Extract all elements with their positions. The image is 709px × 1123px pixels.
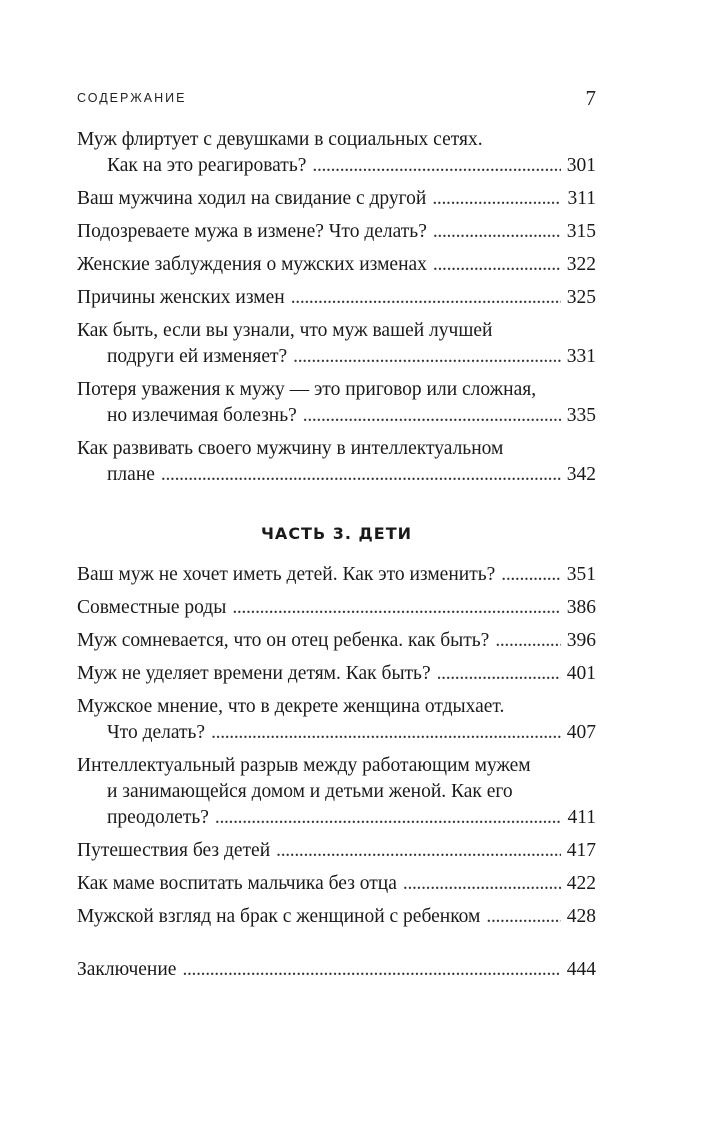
- toc-entry-page: 401: [566, 663, 596, 684]
- toc-entry-title: Интеллектуальный разрыв между работающим мужем: [77, 755, 531, 776]
- toc-entry-line: [77, 595, 596, 621]
- toc-entry-line: [77, 377, 596, 403]
- part3-entries: [77, 562, 596, 930]
- dot-leader: [432, 186, 561, 212]
- toc-entry-line: [77, 779, 596, 805]
- dot-leader: [437, 661, 561, 687]
- part2-entries: [77, 127, 596, 488]
- toc-entry[interactable]: [77, 377, 596, 429]
- toc-entry-page: 342: [566, 464, 596, 485]
- toc-entry-line: [77, 871, 596, 897]
- toc-entry-line: [77, 318, 596, 344]
- dot-leader: [486, 904, 560, 930]
- toc-entry-page: 407: [566, 722, 596, 743]
- toc-entry-title: Как на это реагировать?: [107, 155, 307, 176]
- dot-leader: [291, 285, 561, 311]
- toc-entry[interactable]: [77, 318, 596, 370]
- toc-entry-title: Как быть, если вы узнали, что муж вашей лучшей: [77, 320, 493, 341]
- toc-entry[interactable]: [77, 436, 596, 488]
- toc-entry-title: Что делать?: [107, 722, 206, 743]
- conclusion-entries: [77, 957, 596, 983]
- toc-entry-line: [77, 186, 596, 212]
- toc-entry-line: [77, 153, 596, 179]
- toc-entry-line: [77, 628, 596, 654]
- toc-entry-page: 422: [566, 873, 596, 894]
- toc-entry-title: Потеря уважения к мужу — это приговор или сложная,: [77, 379, 537, 400]
- toc-entry-page: 351: [566, 564, 596, 585]
- toc-entry[interactable]: [77, 285, 596, 311]
- toc-entry-line: [77, 904, 596, 930]
- toc-entry[interactable]: [77, 127, 596, 179]
- toc-entry-line: [77, 285, 596, 311]
- toc-entry-title: Муж сомневается, что он отец ребенка. как быть?: [77, 630, 490, 651]
- dot-leader: [312, 153, 560, 179]
- toc-entry-line: [77, 720, 596, 746]
- toc-entry-line: [77, 753, 596, 779]
- dot-leader: [433, 219, 561, 245]
- toc-entry-page: 428: [566, 906, 596, 927]
- toc-entry-title: Муж флиртует с девушками в социальных сетях.: [77, 129, 483, 150]
- toc-entry-line: [77, 562, 596, 588]
- toc-entry-page: 315: [566, 221, 596, 242]
- dot-leader: [276, 838, 561, 864]
- toc-entry[interactable]: [77, 219, 596, 245]
- toc-entry-title: Ваш муж не хочет иметь детей. Как это изменить?: [77, 564, 496, 585]
- toc-entry[interactable]: [77, 904, 596, 930]
- toc-entry-line: [77, 805, 596, 831]
- toc-entry-title: Совместные роды: [77, 597, 227, 618]
- dot-leader: [501, 562, 560, 588]
- toc-entry-title: Ваш мужчина ходил на свидание с другой: [77, 188, 427, 209]
- toc-entry-line: [77, 462, 596, 488]
- toc-entry[interactable]: [77, 957, 596, 983]
- toc-entry-line: [77, 344, 596, 370]
- toc-entry-title: Как маме воспитать мальчика без отца: [77, 873, 397, 894]
- dot-leader: [403, 871, 561, 897]
- toc-entry-title: Подозреваете мужа в измене? Что делать?: [77, 221, 427, 242]
- toc-entry-title: но излечимая болезнь?: [107, 405, 297, 426]
- dot-leader: [495, 628, 560, 654]
- toc-entry[interactable]: [77, 753, 596, 831]
- toc-entry[interactable]: [77, 562, 596, 588]
- toc-entry-page: 301: [566, 155, 596, 176]
- toc-entry[interactable]: [77, 661, 596, 687]
- dot-leader: [215, 805, 562, 831]
- toc-entry-title: Причины женских измен: [77, 287, 285, 308]
- section-heading-part3: ЧАСТЬ 3. ДЕТИ: [261, 524, 412, 543]
- dot-leader: [433, 252, 561, 278]
- spacer: [77, 937, 596, 957]
- toc-entry-line: [77, 127, 596, 153]
- toc-entry-page: 411: [567, 807, 596, 828]
- toc-entry-page: 386: [566, 597, 596, 618]
- toc-entry-line: [77, 436, 596, 462]
- toc-entry-title: плане: [107, 464, 155, 485]
- toc-entry[interactable]: [77, 186, 596, 212]
- toc-entry-line: [77, 219, 596, 245]
- dot-leader: [182, 957, 560, 983]
- toc-entry-page: 417: [566, 840, 596, 861]
- toc-entry-line: [77, 694, 596, 720]
- toc-entry-title: подруги ей изменяет?: [107, 346, 288, 367]
- toc-entry-title: и занимающейся домом и детьми женой. Как его: [107, 781, 513, 802]
- toc-entry-line: [77, 661, 596, 687]
- dot-leader: [161, 462, 561, 488]
- toc-entry-title: Как развивать своего мужчину в интеллектуальном: [77, 438, 504, 459]
- toc-entry-page: 322: [566, 254, 596, 275]
- table-of-contents: [77, 127, 596, 990]
- toc-entry-page: 444: [566, 959, 596, 980]
- toc-entry-page: 331: [566, 346, 596, 367]
- toc-entry-page: 396: [566, 630, 596, 651]
- dot-leader: [303, 403, 561, 429]
- toc-entry-title: Путешествия без детей: [77, 840, 271, 861]
- toc-entry[interactable]: [77, 694, 596, 746]
- toc-entry-page: 335: [566, 405, 596, 426]
- toc-entry-page: 311: [567, 188, 596, 209]
- dot-leader: [211, 720, 561, 746]
- toc-entry[interactable]: [77, 595, 596, 621]
- toc-entry[interactable]: [77, 252, 596, 278]
- toc-entry-title: Мужское мнение, что в декрете женщина отдыхает.: [77, 696, 505, 717]
- toc-entry-line: [77, 252, 596, 278]
- toc-entry-title: Муж не уделяет времени детям. Как быть?: [77, 663, 431, 684]
- running-head: СОДЕРЖАНИЕ: [77, 91, 187, 105]
- toc-entry[interactable]: [77, 838, 596, 864]
- dot-leader: [232, 595, 560, 621]
- dot-leader: [293, 344, 561, 370]
- toc-entry[interactable]: [77, 871, 596, 897]
- toc-entry-line: [77, 838, 596, 864]
- toc-entry-title: Женские заблуждения о мужских изменах: [77, 254, 427, 275]
- toc-entry-title: преодолеть?: [107, 807, 209, 828]
- toc-entry-page: 325: [566, 287, 596, 308]
- toc-entry[interactable]: [77, 628, 596, 654]
- toc-entry-line: [77, 957, 596, 983]
- page-number: 7: [585, 86, 596, 110]
- toc-entry-line: [77, 403, 596, 429]
- toc-entry-title: Заключение: [77, 959, 177, 980]
- toc-entry-title: Мужской взгляд на брак с женщиной с ребенком: [77, 906, 481, 927]
